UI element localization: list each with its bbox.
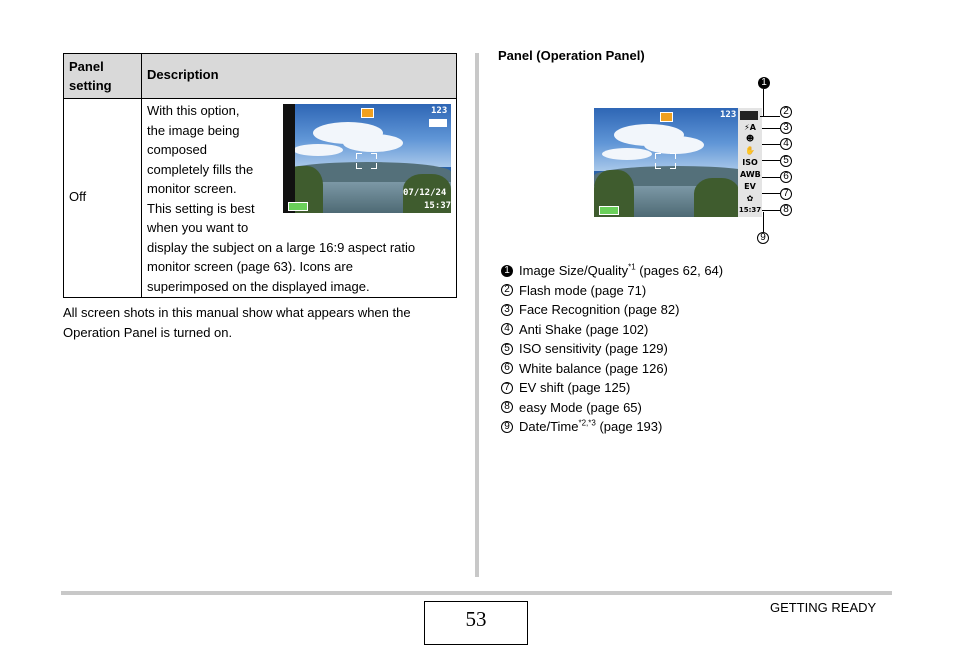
footer-rule bbox=[61, 591, 892, 595]
time-display: 15:37 bbox=[424, 201, 451, 211]
desc-line: the image being bbox=[147, 122, 240, 138]
desc-line: monitor screen (page 63). Icons are bbox=[147, 259, 353, 274]
list-item bbox=[499, 261, 723, 281]
face-recognition-icon: ☻ bbox=[745, 134, 755, 143]
desc-line: when you want to bbox=[147, 220, 249, 235]
operation-panel-screenshot bbox=[594, 108, 762, 217]
list-item bbox=[499, 417, 723, 437]
desc-line: completely fills the bbox=[147, 161, 254, 177]
callout-line bbox=[762, 210, 780, 211]
image-size-icon bbox=[740, 111, 758, 120]
item-pages: (pages 62, 64) bbox=[635, 263, 724, 278]
callout-3: 3 bbox=[780, 122, 792, 134]
anti-shake-icon: ✋ bbox=[745, 146, 755, 155]
callout-line bbox=[762, 193, 780, 194]
callout-4: 4 bbox=[780, 138, 792, 150]
desc-line: composed bbox=[147, 142, 207, 157]
battery-icon bbox=[599, 206, 619, 215]
desc-line: monitor screen. bbox=[147, 181, 237, 196]
col-header-description: Description bbox=[147, 67, 219, 82]
section-name: GETTING READY bbox=[770, 600, 877, 615]
desc-line: With this option, bbox=[147, 103, 240, 118]
callout-line bbox=[760, 116, 780, 117]
callout-line bbox=[763, 89, 764, 116]
focus-frame bbox=[670, 163, 676, 169]
screenshot-note bbox=[63, 303, 458, 342]
callout-9: 9 bbox=[757, 232, 769, 244]
item-number: 6 bbox=[501, 362, 513, 374]
table-header bbox=[64, 54, 456, 99]
item-number: 4 bbox=[501, 323, 513, 335]
item-footnote: *2,*3 bbox=[578, 418, 596, 428]
item-number: 8 bbox=[501, 401, 513, 413]
camera-mode-icon bbox=[361, 108, 374, 118]
item-number: 5 bbox=[501, 343, 513, 355]
item-label: EV shift (page 125) bbox=[519, 380, 631, 395]
time-display: 15:37 bbox=[738, 206, 762, 214]
item-number: 3 bbox=[501, 304, 513, 316]
item-label: Anti Shake (page 102) bbox=[519, 321, 649, 337]
callout-line bbox=[763, 212, 764, 232]
item-number: 7 bbox=[501, 382, 513, 394]
list-item bbox=[499, 359, 723, 379]
easy-mode-icon: ✿ bbox=[746, 194, 754, 203]
list-item bbox=[499, 398, 723, 418]
shot-count: 123 bbox=[720, 110, 737, 120]
focus-frame bbox=[356, 153, 362, 159]
callout-6: 6 bbox=[780, 171, 792, 183]
column-separator bbox=[475, 53, 479, 577]
list-item bbox=[499, 339, 723, 359]
note-line: All screen shots in this manual show what appears when the bbox=[63, 305, 411, 320]
column-divider bbox=[141, 54, 142, 297]
monitor-screenshot-off bbox=[283, 104, 451, 213]
callout-8: 8 bbox=[780, 204, 792, 216]
focus-frame bbox=[670, 153, 676, 159]
list-item bbox=[499, 281, 723, 301]
image-size-icon bbox=[429, 119, 447, 127]
page-number: 53 bbox=[465, 607, 487, 631]
callout-1: 1 bbox=[758, 77, 770, 89]
desc-line: superimposed on the displayed image. bbox=[147, 278, 370, 294]
item-label: ISO sensitivity (page 129) bbox=[519, 341, 668, 356]
section-title: Panel (Operation Panel) bbox=[498, 48, 645, 63]
note-line: Operation Panel is turned on. bbox=[63, 324, 233, 340]
desc-line: display the subject on a large 16:9 aspect ratio bbox=[147, 239, 416, 255]
callout-line bbox=[762, 160, 780, 161]
ev-icon: EV bbox=[744, 182, 756, 191]
item-label: Face Recognition (page 82) bbox=[519, 302, 680, 317]
item-label: White balance (page 126) bbox=[519, 360, 668, 376]
shot-count: 123 bbox=[431, 106, 448, 116]
focus-frame bbox=[655, 153, 661, 159]
item-label: easy Mode (page 65) bbox=[519, 399, 642, 415]
item-number: 1 bbox=[501, 265, 513, 277]
date-display: 07/12/24 bbox=[403, 188, 447, 198]
focus-frame bbox=[655, 163, 661, 169]
item-pages: (page 193) bbox=[595, 419, 663, 434]
item-number: 9 bbox=[501, 421, 513, 433]
item-footnote: *1 bbox=[628, 262, 636, 272]
callout-5: 5 bbox=[780, 155, 792, 167]
desc-line: This setting is best bbox=[147, 200, 255, 216]
item-label: Image Size/Quality bbox=[519, 263, 629, 278]
callout-7: 7 bbox=[780, 188, 792, 200]
list-item bbox=[499, 320, 723, 340]
callout-line bbox=[762, 144, 780, 145]
callout-2: 2 bbox=[780, 106, 792, 118]
item-label: Flash mode (page 71) bbox=[519, 282, 647, 298]
focus-frame bbox=[371, 163, 377, 169]
list-item bbox=[499, 300, 723, 320]
col-header-panel-setting: Panel setting bbox=[69, 59, 112, 93]
camera-mode-icon bbox=[660, 112, 673, 122]
callout-line bbox=[762, 128, 780, 129]
awb-icon: AWB bbox=[740, 170, 761, 179]
focus-frame bbox=[371, 153, 377, 159]
callout-line bbox=[762, 177, 780, 178]
item-number: 2 bbox=[501, 284, 513, 296]
iso-icon: ISO bbox=[742, 158, 758, 167]
item-label: Date/Time bbox=[519, 419, 579, 434]
flash-icon: ⚡A bbox=[744, 123, 756, 132]
operation-panel bbox=[738, 108, 762, 217]
focus-frame bbox=[356, 163, 362, 169]
panel-item-list bbox=[499, 261, 723, 437]
list-item bbox=[499, 378, 723, 398]
setting-value-off: Off bbox=[69, 189, 87, 204]
battery-icon bbox=[288, 202, 308, 211]
